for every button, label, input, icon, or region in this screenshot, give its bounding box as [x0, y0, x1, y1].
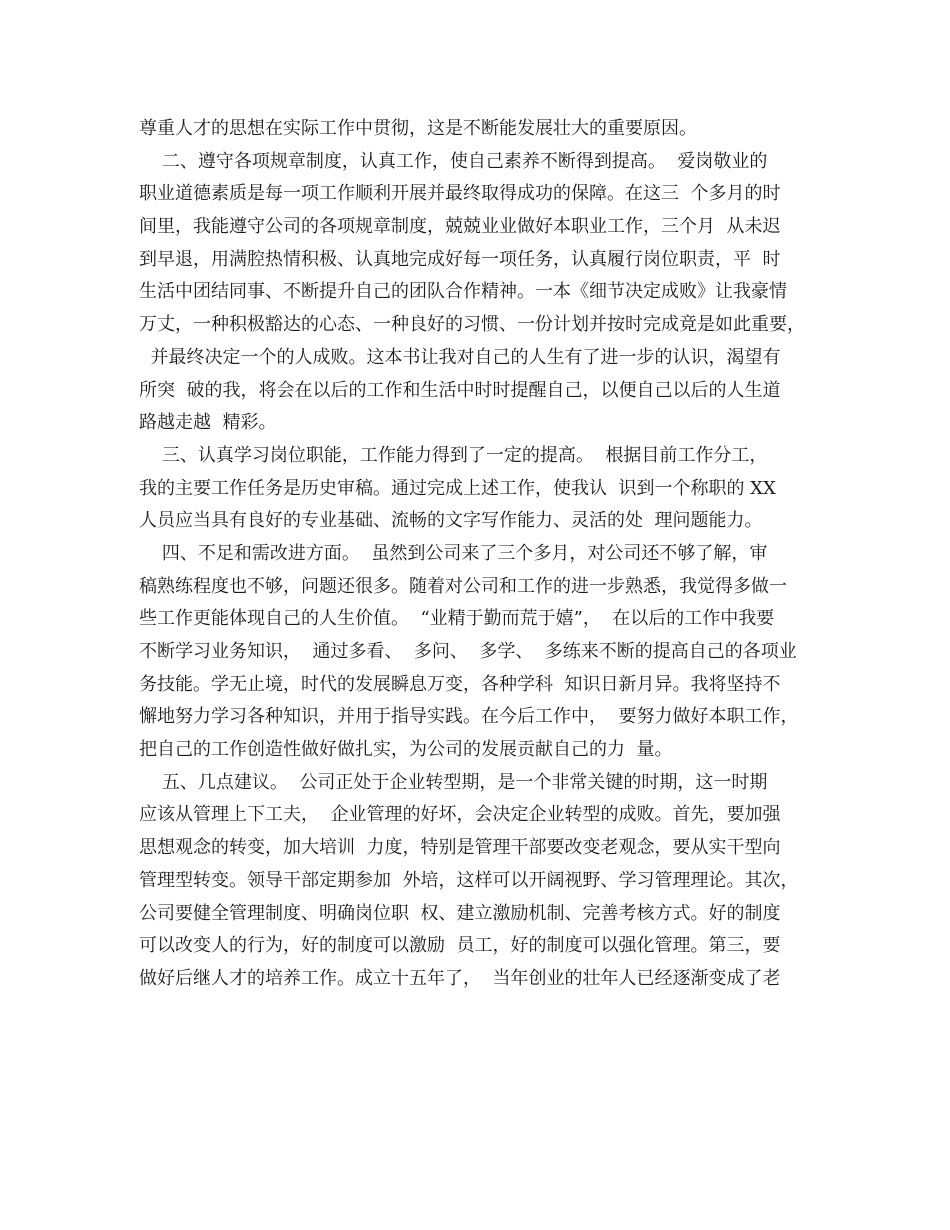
- text-line: 路越走越 精彩。: [139, 412, 277, 434]
- text-line: 并最终决定一个的人成败。这本书让我对自己的人生有了进一步的认识，渴望有: [139, 346, 781, 368]
- text-line: 职业道德素质是每一项工作顺利开展并最终取得成功的保障。在这三 个多月的时: [139, 183, 781, 205]
- text-line: 把自己的工作创造性做好做扎实，为公司的发展贡献自己的力 量。: [139, 739, 673, 761]
- text-line: 生活中团结同事、不断提升自己的团队合作精神。一本《细节决定成败》让我豪情: [139, 281, 787, 303]
- text-line: 到早退，用满腔热情积极、认真地完成好每一项任务，认真履行岗位职责，平 时: [139, 248, 781, 270]
- text-line: 可以改变人的行为，好的制度可以激励 员工，好的制度可以强化管理。第三，要: [139, 935, 781, 957]
- text-line: 些工作更能体现自己的人生价值。 “业精于勤而荒于嬉”， 在以后的工作中我要: [139, 608, 775, 630]
- text-line: 二、遵守各项规章制度，认真工作，使自己素养不断得到提高。 爱岗敬业的: [139, 150, 768, 172]
- text-line: 稿熟练程度也不够，问题还很多。随着对公司和工作的进一步熟悉，我觉得多做一: [139, 575, 787, 597]
- text-line: 懈地努力学习各种知识，并用于指导实践。在今后工作中， 要努力做好本职工作，: [139, 706, 799, 728]
- text-line: 三、认真学习岗位职能，工作能力得到了一定的提高。 根据目前工作分工，: [139, 444, 768, 466]
- text-line: 我的主要工作任务是历史审稿。通过完成上述工作，使我认 识到一个称职的 XX: [139, 477, 776, 499]
- text-line: 务技能。学无止境，时代的发展瞬息万变，各种学科 知识日新月异。我将坚持不: [139, 673, 781, 695]
- text-line: 间里，我能遵守公司的各项规章制度，兢兢业业做好本职业工作，三个月 从未迟: [139, 216, 781, 238]
- document-body: [139, 113, 822, 996]
- text-line: 思想观念的转变，加大培训 力度，特别是管理干部要改变老观念，要从实干型向: [139, 837, 781, 859]
- text-line: 公司要健全管理制度、明确岗位职 权、建立激励机制、完善考核方式。好的制度: [139, 902, 781, 924]
- text-line: 所突 破的我，将会在以后的工作和生活中时时提醒自己，以便自己以后的人生道: [139, 379, 781, 401]
- text-line: 不断学习业务知识， 通过多看、 多问、 多学、 多练来不断的提高自己的各项业: [139, 641, 797, 662]
- text-line: 尊重人才的思想在实际工作中贯彻，这是不断能发展壮大的重要原因。: [139, 118, 697, 139]
- text-line: 做好后继人才的培养工作。成立十五年了， 当年创业的壮年人已经逐渐变成了老: [139, 967, 781, 989]
- text-line: 万丈，一种积极豁达的心态、一种良好的习惯、一份计划并按时完成竟是如此重要，: [139, 314, 805, 336]
- text-line: 人员应当具有良好的专业基础、流畅的文字写作能力、灵活的处 理问题能力。: [139, 510, 763, 532]
- text-line: 五、几点建议。 公司正处于企业转型期，是一个非常关键的时期，这一时期: [139, 771, 768, 793]
- text-line: 四、不足和需改进方面。 虽然到公司来了三个多月，对公司还不够了解，审: [139, 542, 768, 564]
- text-line: 应该从管理上下工夫， 企业管理的好坏，会决定企业转型的成败。首先，要加强: [139, 804, 781, 826]
- text-line: 管理型转变。领导干部定期参加 外培，这样可以开阔视野、学习管理理论。其次，: [139, 869, 799, 891]
